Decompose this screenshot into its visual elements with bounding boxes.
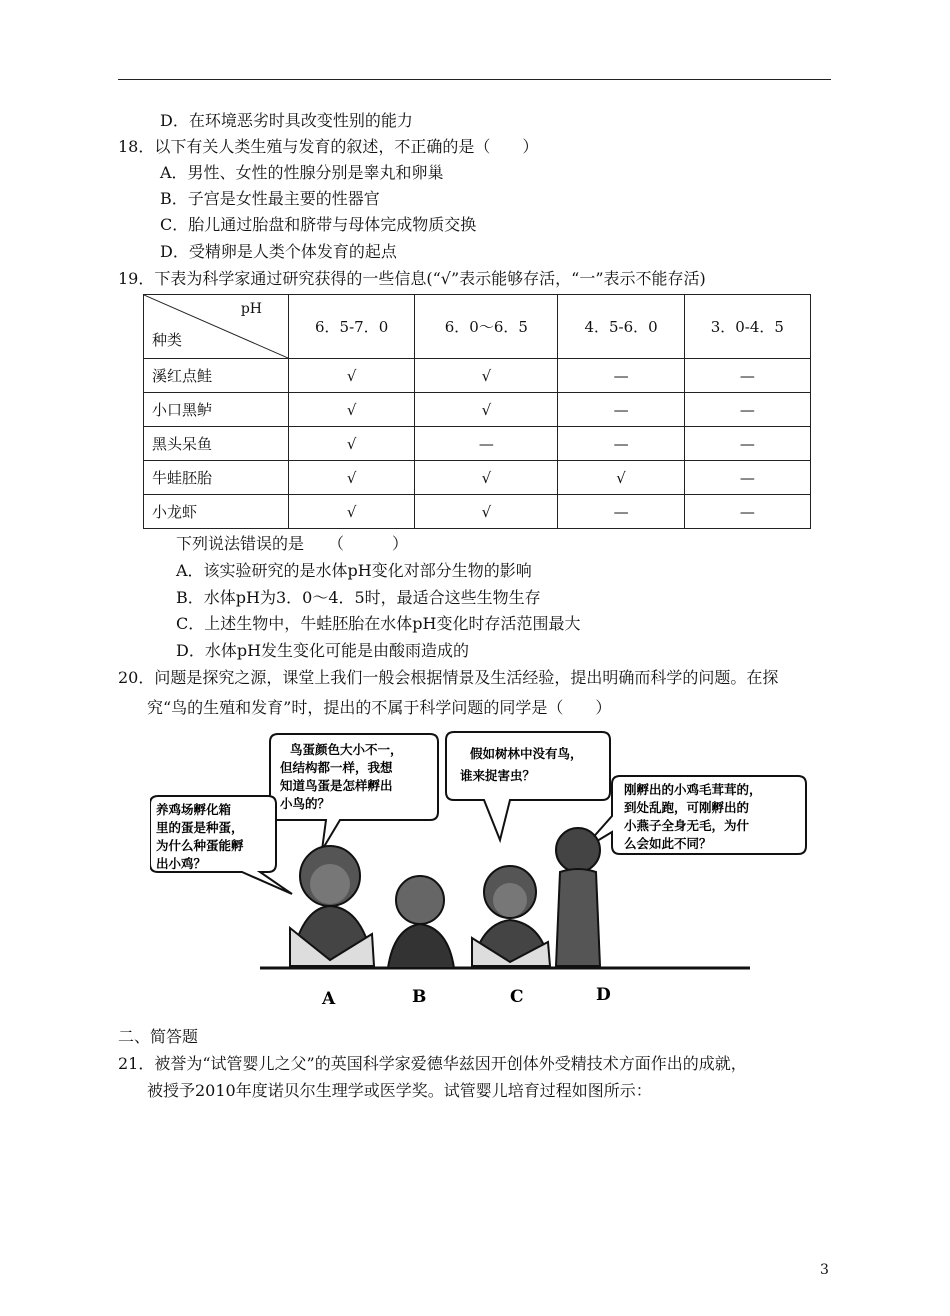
- table-cell: —: [558, 393, 684, 427]
- table-cell: —: [415, 427, 558, 461]
- bubble-a-line: 为什么种蛋能孵: [156, 838, 244, 853]
- student-d-figure: [556, 828, 600, 966]
- table-row: [144, 393, 811, 427]
- q21-stem-line2: 被授予2010年度诺贝尔生理学或医学奖。试管婴儿培育过程如图所示：: [147, 1081, 652, 1100]
- table-cell: —: [558, 427, 684, 461]
- bubble-b-line: 小鸟的？: [280, 796, 331, 811]
- ph-survival-table: [143, 294, 811, 529]
- table-cell: —: [558, 359, 684, 393]
- bubble-d-line: 么会如此不同？: [624, 836, 712, 851]
- q20-stem-line2: 究“鸟的生殖和发育”时，提出的不属于科学问题的同学是（ ）: [147, 698, 612, 717]
- q18-stem: 18．以下有关人类生殖与发育的叙述，不正确的是（ ）: [118, 137, 539, 156]
- speech-bubble-d: [582, 776, 806, 854]
- table-cell: —: [558, 495, 684, 529]
- table-cell: √: [415, 393, 558, 427]
- students-cartoon: [150, 728, 810, 1008]
- table-cell: —: [684, 495, 810, 529]
- q18-option-a: A．男性、女性的性腺分别是睾丸和卵巢: [160, 163, 444, 182]
- bubble-d-line: 小燕子全身无毛，为什: [624, 818, 750, 833]
- table-cell: —: [684, 359, 810, 393]
- table-cell: √: [289, 393, 415, 427]
- column-header: 6．0～6．5: [415, 295, 558, 359]
- speech-bubble-c: [446, 732, 610, 840]
- page-number: 3: [820, 1262, 829, 1278]
- q19-option-a: A．该实验研究的是水体pH变化对部分生物的影响: [176, 561, 532, 580]
- species-name: 小口黑鲈: [144, 393, 289, 427]
- corner-ph-label: pH: [240, 301, 262, 317]
- student-c-figure: [472, 866, 550, 968]
- speech-bubble-b: [270, 734, 438, 850]
- table-cell: √: [289, 495, 415, 529]
- bubble-a-line: 养鸡场孵化箱: [156, 802, 232, 817]
- bubble-b-line: 知道鸟蛋是怎样孵出: [280, 778, 393, 793]
- table-cell: √: [289, 461, 415, 495]
- table-cell: √: [289, 359, 415, 393]
- label-d: D: [596, 985, 611, 1005]
- header-rule: [118, 79, 831, 80]
- label-c: C: [510, 987, 524, 1007]
- table-row: [144, 495, 811, 529]
- column-header: 6．5-7．0: [289, 295, 415, 359]
- q19-sub-stem: 下列说法错误的是 （ ）: [176, 534, 409, 553]
- table-cell: √: [289, 427, 415, 461]
- table-row: [144, 427, 811, 461]
- column-header: 3．0-4．5: [684, 295, 810, 359]
- q21-stem-line1: 21．被誉为“试管婴儿之父”的英国科学家爱德华兹因开创体外受精技术方面作出的成就，: [118, 1054, 747, 1073]
- corner-species-label: 种类: [152, 331, 183, 349]
- table-corner-cell: [144, 295, 289, 359]
- q19-option-d: D．水体pH发生变化可能是由酸雨造成的: [176, 641, 470, 660]
- species-name: 溪红点鲑: [144, 359, 289, 393]
- q19-stem: 19．下表为科学家通过研究获得的一些信息(“√”表示能够存活，“一”表示不能存活): [118, 269, 706, 288]
- q20-stem-line1: 20．问题是探究之源，课堂上我们一般会根据情景及生活经验，提出明确而科学的问题。在探: [118, 668, 779, 687]
- column-header: 4．5-6．0: [558, 295, 684, 359]
- q18-option-c: C．胎儿通过胎盘和脐带与母体完成物质交换: [160, 215, 477, 234]
- species-name: 小龙虾: [144, 495, 289, 529]
- species-name: 牛蛙胚胎: [144, 461, 289, 495]
- bubble-c-line: 假如树林中没有鸟，: [470, 746, 583, 761]
- bubble-d-line: 到处乱跑，可刚孵出的: [624, 800, 750, 815]
- bubble-b-line: 鸟蛋颜色大小不一，: [290, 742, 403, 757]
- table-cell: √: [415, 461, 558, 495]
- species-name: 黑头呆鱼: [144, 427, 289, 461]
- bubble-d-line: 刚孵出的小鸡毛茸茸的，: [624, 782, 762, 797]
- table-cell: —: [684, 393, 810, 427]
- section-heading: 二、简答题: [118, 1027, 199, 1046]
- q18-option-b: B．子宫是女性最主要的性器官: [160, 189, 380, 208]
- q19-option-b: B．水体pH为3．0～4．5时，最适合这些生物生存: [176, 588, 541, 607]
- q18-option-d: D．受精卵是人类个体发育的起点: [160, 242, 397, 261]
- q19-option-c: C．上述生物中，牛蛙胚胎在水体pH变化时存活范围最大: [176, 614, 581, 633]
- table-cell: √: [558, 461, 684, 495]
- bubble-c-line: 谁来捉害虫？: [460, 768, 536, 783]
- q17-option-d: D．在环境恶劣时具改变性别的能力: [160, 111, 413, 130]
- table-row: [144, 359, 811, 393]
- student-a-figure: [290, 846, 374, 968]
- bubble-a-line: 里的蛋是种蛋，: [156, 820, 244, 835]
- table-header-row: [144, 295, 811, 359]
- table-row: [144, 461, 811, 495]
- student-b-figure: [388, 876, 454, 968]
- bubble-a-line: 出小鸡？: [156, 856, 207, 871]
- table-cell: √: [415, 359, 558, 393]
- table-cell: —: [684, 461, 810, 495]
- label-a: A: [322, 989, 336, 1008]
- label-b: B: [412, 987, 427, 1007]
- speech-bubble-a: [150, 796, 292, 894]
- bubble-b-line: 但结构都一样，我想: [280, 760, 393, 775]
- table-cell: —: [684, 427, 810, 461]
- table-cell: √: [415, 495, 558, 529]
